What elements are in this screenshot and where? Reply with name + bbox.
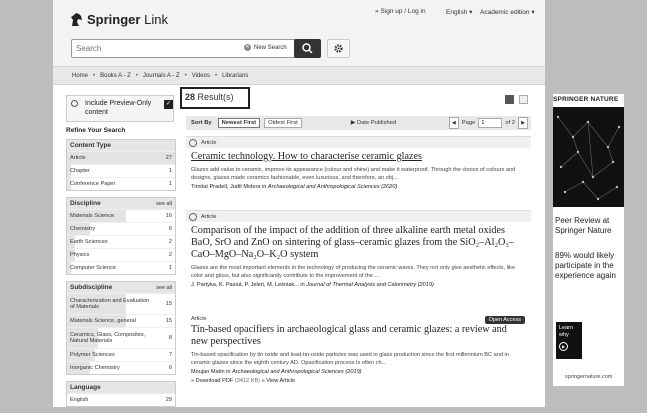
facet-title: Subdiscipline <box>70 284 113 291</box>
pager <box>446 117 531 129</box>
facet-item-label: Conference Paper <box>70 181 116 187</box>
download-pdf-link[interactable]: » Download PDF <box>191 378 234 384</box>
chevron-down-icon: ▾ <box>531 9 535 16</box>
result-count <box>180 87 250 109</box>
facet-item-label: Ceramics, Glass, Composites, Natural Materials <box>70 332 146 344</box>
ad-text: 89% would likely participate in the experience again <box>555 251 616 280</box>
facet-title: Content Type <box>70 142 112 149</box>
result-snippet: Glazes add value to ceramic, improve its appearance (colour and shine) and make it waterproof. Through the choice of colours and designs, glazes made ceramics fashionable, even luxurious, and therefore, an obj... <box>191 167 516 181</box>
triangle-right-icon: ▶ <box>350 120 356 126</box>
facet-item[interactable] <box>67 151 175 164</box>
facet-item-count: 16 <box>165 213 172 219</box>
facet-item-label: Inorganic Chemistry <box>70 365 120 371</box>
facet-item[interactable] <box>67 222 175 235</box>
language-label: English <box>446 9 468 16</box>
page <box>53 0 619 407</box>
facet-item[interactable] <box>67 164 175 177</box>
facet-item-count: 27 <box>165 155 172 161</box>
result-title-link[interactable]: Ceramic technology. How to characterise ceramic glazes <box>191 151 422 162</box>
in-label: in <box>300 282 305 288</box>
refine-title: Refine Your Search <box>66 127 126 134</box>
result-authors[interactable]: Moujan Matin <box>191 369 225 375</box>
result-authors[interactable]: J. Partyka, K. Pasiut, P. Jeleń, M. Leśniak... <box>191 282 299 288</box>
article-icon <box>189 139 197 147</box>
search-icon <box>294 39 321 58</box>
logo-link-word: Link <box>144 12 168 27</box>
facet-item-count: 8 <box>168 335 172 341</box>
logo-word: Springer <box>87 12 141 27</box>
facet-item[interactable] <box>67 348 175 361</box>
nav-librarians[interactable]: Librarians <box>222 72 249 79</box>
in-label: in <box>262 184 267 190</box>
view-article-link[interactable]: » View Article <box>261 378 296 384</box>
preview-label: Include Preview-Only content <box>85 100 152 116</box>
facet-content-type <box>66 139 176 191</box>
facet-item-label: Computer Science <box>70 265 117 271</box>
facet-item[interactable] <box>67 314 175 327</box>
facet-item-count: 2 <box>168 252 172 258</box>
result-actions <box>191 378 526 384</box>
facet-item-count: 2 <box>168 239 172 245</box>
preview-checkbox[interactable]: ✓ <box>165 101 172 107</box>
facet-item-count: 6 <box>168 226 172 232</box>
facet-item[interactable] <box>67 235 175 248</box>
clear-icon: ✕ <box>245 44 250 50</box>
facet-discipline <box>66 197 176 275</box>
subnav <box>53 67 545 85</box>
nav-journals[interactable]: Journals A - Z <box>142 72 180 79</box>
facet-title: Discipline <box>70 200 101 207</box>
facet-item-label: Chemistry <box>70 226 96 232</box>
facet-item-label: Polymer Sciences <box>70 352 115 358</box>
facet-item-label: Physics <box>70 252 90 258</box>
facet-item[interactable] <box>67 327 175 348</box>
see-all-link[interactable]: see all <box>156 284 172 291</box>
facet-item-count: 6 <box>168 365 172 371</box>
facet-title: Language <box>70 384 101 391</box>
facet-item-label: Characterization and Evaluation of Materials <box>70 298 150 310</box>
facet-item-count: 15 <box>165 318 172 324</box>
facet-item[interactable] <box>67 209 175 222</box>
result-item <box>186 313 531 387</box>
advert-panel[interactable] <box>553 94 624 386</box>
springer-link-logo[interactable] <box>70 12 168 27</box>
ad-brand: SPRINGER NATURE <box>553 96 619 103</box>
learn-why-label: Learn why <box>559 325 574 338</box>
result-authors[interactable]: Trinitat Pradell, Judit Molera <box>191 184 261 190</box>
result-publication[interactable]: Archaeological and Anthropological Sciences (2019) <box>232 369 362 375</box>
download-csv-icon[interactable] <box>519 95 528 104</box>
next-page-button[interactable]: ▶ <box>518 117 528 129</box>
nav-books[interactable]: Books A - Z <box>100 72 131 79</box>
chevron-down-icon: ▾ <box>469 9 473 16</box>
facet-item-count: 29 <box>165 397 172 403</box>
facet-item-label: Materials Science <box>70 213 115 219</box>
sort-by-label: Sort By <box>191 120 212 126</box>
new-search-label: New Search <box>254 44 287 51</box>
page-total: of 2 <box>505 120 515 126</box>
nav-videos[interactable]: Videos <box>191 72 210 79</box>
facet-item-label: Article <box>70 155 86 161</box>
signup-login-link[interactable]: » Sign up / Log in <box>375 8 426 15</box>
language-selector[interactable] <box>446 8 472 16</box>
facet-language <box>66 381 176 407</box>
result-type: Article <box>201 213 217 220</box>
nav-separator: • <box>93 72 96 79</box>
facet-item-count: 7 <box>168 352 172 358</box>
nav-separator: • <box>184 72 187 79</box>
date-published-label: Date Published <box>356 120 397 126</box>
edition-label: Academic edition <box>480 9 530 16</box>
sort-oldest-button[interactable]: Oldest First <box>264 118 302 128</box>
result-snippet: Tin-based opacification by tin oxide and lead-tin-oxide particles was used in glass production since the first millennium BC and in ceramic glazes since the eighth century AD. Opacification process is often ch... <box>191 352 509 366</box>
nav-home[interactable]: Home <box>72 72 89 79</box>
page-number-input[interactable] <box>478 118 502 128</box>
gear-icon <box>328 40 349 57</box>
search-button[interactable] <box>294 39 321 58</box>
sort-newest-button[interactable]: Newest First <box>218 118 260 128</box>
facet-item[interactable] <box>67 177 175 190</box>
nav-separator: • <box>135 72 138 79</box>
result-count-number: 28 <box>185 92 196 102</box>
learn-why-button[interactable] <box>556 322 582 359</box>
horse-logo-icon <box>70 12 83 27</box>
info-icon <box>71 100 78 107</box>
in-label: in <box>226 369 231 375</box>
result-title-link[interactable]: Comparison of the impact of the addition of three alkaline earth metal oxides BaO, SrO and ZnO on sintering of glass–ceramic glazes from the SiO₂–Al₂O₃–CaO–MgO–Na₂O–K₂O system <box>191 225 515 260</box>
facet-item-count: 15 <box>165 301 172 307</box>
page-label: Page <box>461 120 476 126</box>
rss-feed-icon[interactable] <box>505 95 514 104</box>
ad-url: springernature.com <box>565 374 613 380</box>
result-count-label: Result(s) <box>197 92 234 102</box>
facet-item[interactable] <box>67 293 175 314</box>
facet-item[interactable] <box>67 361 175 374</box>
result-snippet: Glazes are the most important elements in the technology of producing the ceramic wares. They not only give aesthetic effects, like color and gloss, but also significantly contribute to the improvement of the ... <box>191 265 516 279</box>
pdf-size: (3412 KB) <box>234 378 261 384</box>
see-all-link[interactable]: see all <box>156 200 172 207</box>
edition-selector[interactable] <box>480 8 535 16</box>
nav-separator: • <box>214 72 218 79</box>
facet-item-count: 1 <box>168 168 172 174</box>
prev-page-button[interactable]: ◀ <box>449 117 459 129</box>
preview-only-toggle[interactable] <box>66 95 174 122</box>
facet-item-label: Earth Sciences <box>70 239 108 245</box>
ad-pattern-image <box>553 107 624 207</box>
facet-item[interactable] <box>67 248 175 261</box>
result-meta <box>191 184 526 190</box>
result-publication[interactable]: Archaeological and Anthropological Sciences (2020) <box>267 184 398 190</box>
new-search-button[interactable] <box>244 44 287 51</box>
facet-item-count: 1 <box>168 265 172 271</box>
article-icon <box>189 213 197 221</box>
header <box>53 0 545 67</box>
sort-bar <box>186 116 531 130</box>
result-publication[interactable]: Journal of Thermal Analysis and Calorimetry (2019) <box>306 282 434 288</box>
search-input[interactable] <box>76 42 236 54</box>
result-title-link[interactable]: Tin-based opacifiers in archaeological glass and ceramic glazes: a review and new perspectives <box>191 324 507 347</box>
facet-subdiscipline <box>66 281 176 375</box>
result-meta <box>191 282 526 288</box>
search-box <box>71 39 302 58</box>
facet-item-count: 1 <box>168 181 172 187</box>
sidebar <box>66 95 176 413</box>
facet-item-label: Materials Science, general <box>70 318 136 324</box>
arrow-right-icon: ▶ <box>559 342 568 351</box>
result-meta <box>191 369 526 375</box>
ad-heading: Peer Review at Springer Nature <box>555 216 612 235</box>
result-item <box>186 210 531 290</box>
date-published-toggle[interactable] <box>351 120 396 126</box>
facet-item-label: English <box>70 397 89 403</box>
open-access-badge: Open Access <box>485 316 525 324</box>
result-type: Article <box>191 316 207 322</box>
facet-item-label: Chapter <box>70 168 90 174</box>
result-type: Article <box>201 139 217 146</box>
search-settings-button[interactable] <box>327 39 350 58</box>
facet-item[interactable] <box>67 261 175 274</box>
result-item <box>186 136 531 192</box>
facet-item[interactable] <box>67 393 175 406</box>
